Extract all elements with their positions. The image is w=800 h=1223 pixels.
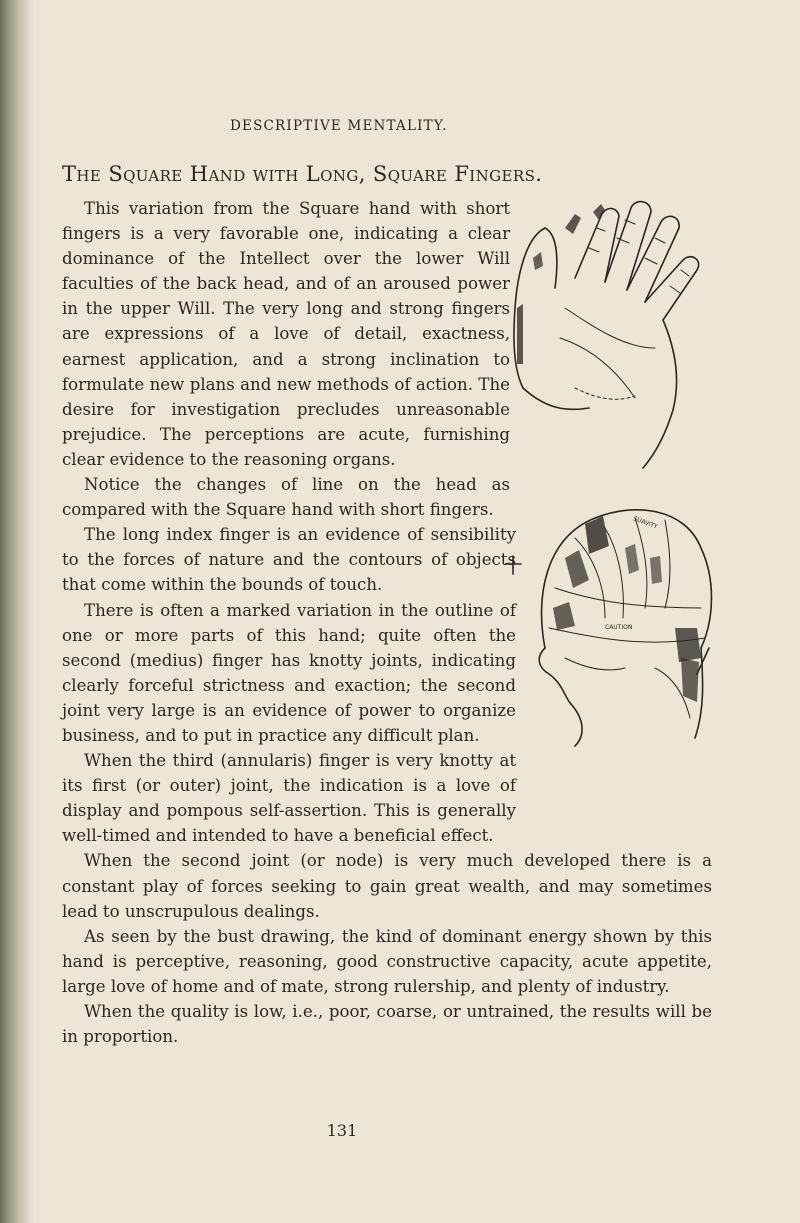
- paragraph: This variation from the Square hand with short fingers is a very favorable one, indicating a clear dominance of the Intellect over the lower Will faculties of the back head, and of an aroused power in the upper Will. The very long and strong fingers are expressions of a love of detail, exactness, earnest application, and a strong inclination to formulate new plans and new methods of action. The desire for investigation precludes unreasonable prejudice. The perceptions are acute, furnishing clear evidence to the reasoning organs.: [62, 199, 510, 469]
- paragraph: When the second joint (or node) is very much developed there is a constant play of forces seeking to gain great wealth, and may sometimes lead to unscrupulous dealings.: [62, 851, 712, 921]
- paragraph: As seen by the bust drawing, the kind of dominant energy shown by this hand is perceptive, reasoning, good constructive capacity, acute appetite, large love of home and of mate, strong rulership, and plenty of industry.: [62, 926, 712, 996]
- paragraph: The long index finger is an evidence of sensibility to the forces of nature and the contours of objects that come within the bounds of touch.: [62, 525, 516, 595]
- square-hand-illustration: [505, 198, 715, 480]
- section-title: The Square Hand with Long, Square Fingers.: [62, 162, 543, 186]
- head-label-caution: CAUTION: [605, 624, 633, 631]
- paragraph: When the third (annularis) finger is very knotty at its first (or outer) joint, the indication is a love of display and pompous self-assertion. This is generally well-timed and intended to have a beneficial effect.: [62, 751, 516, 846]
- paragraph: There is often a marked variation in the outline of one or more parts of this hand; quite often the second (medius) finger has knotty joints, indicating clearly forceful strictness and exaction; the second joint very large is an evidence of power to organize business, and to put in practice any difficult plan.: [62, 600, 516, 745]
- page-number: 131: [326, 1121, 358, 1140]
- book-spine-shadow: [0, 0, 34, 1223]
- paragraph: When the quality is low, i.e., poor, coarse, or untrained, the results will be in proportion.: [62, 1002, 712, 1047]
- head-label-suavity: SUAVITY: [632, 515, 659, 531]
- running-head: DESCRIPTIVE MENTALITY.: [230, 118, 448, 134]
- phrenology-head-illustration: [505, 498, 717, 748]
- paragraph: Notice the changes of line on the head as compared with the Square hand with short fingers.: [62, 475, 510, 520]
